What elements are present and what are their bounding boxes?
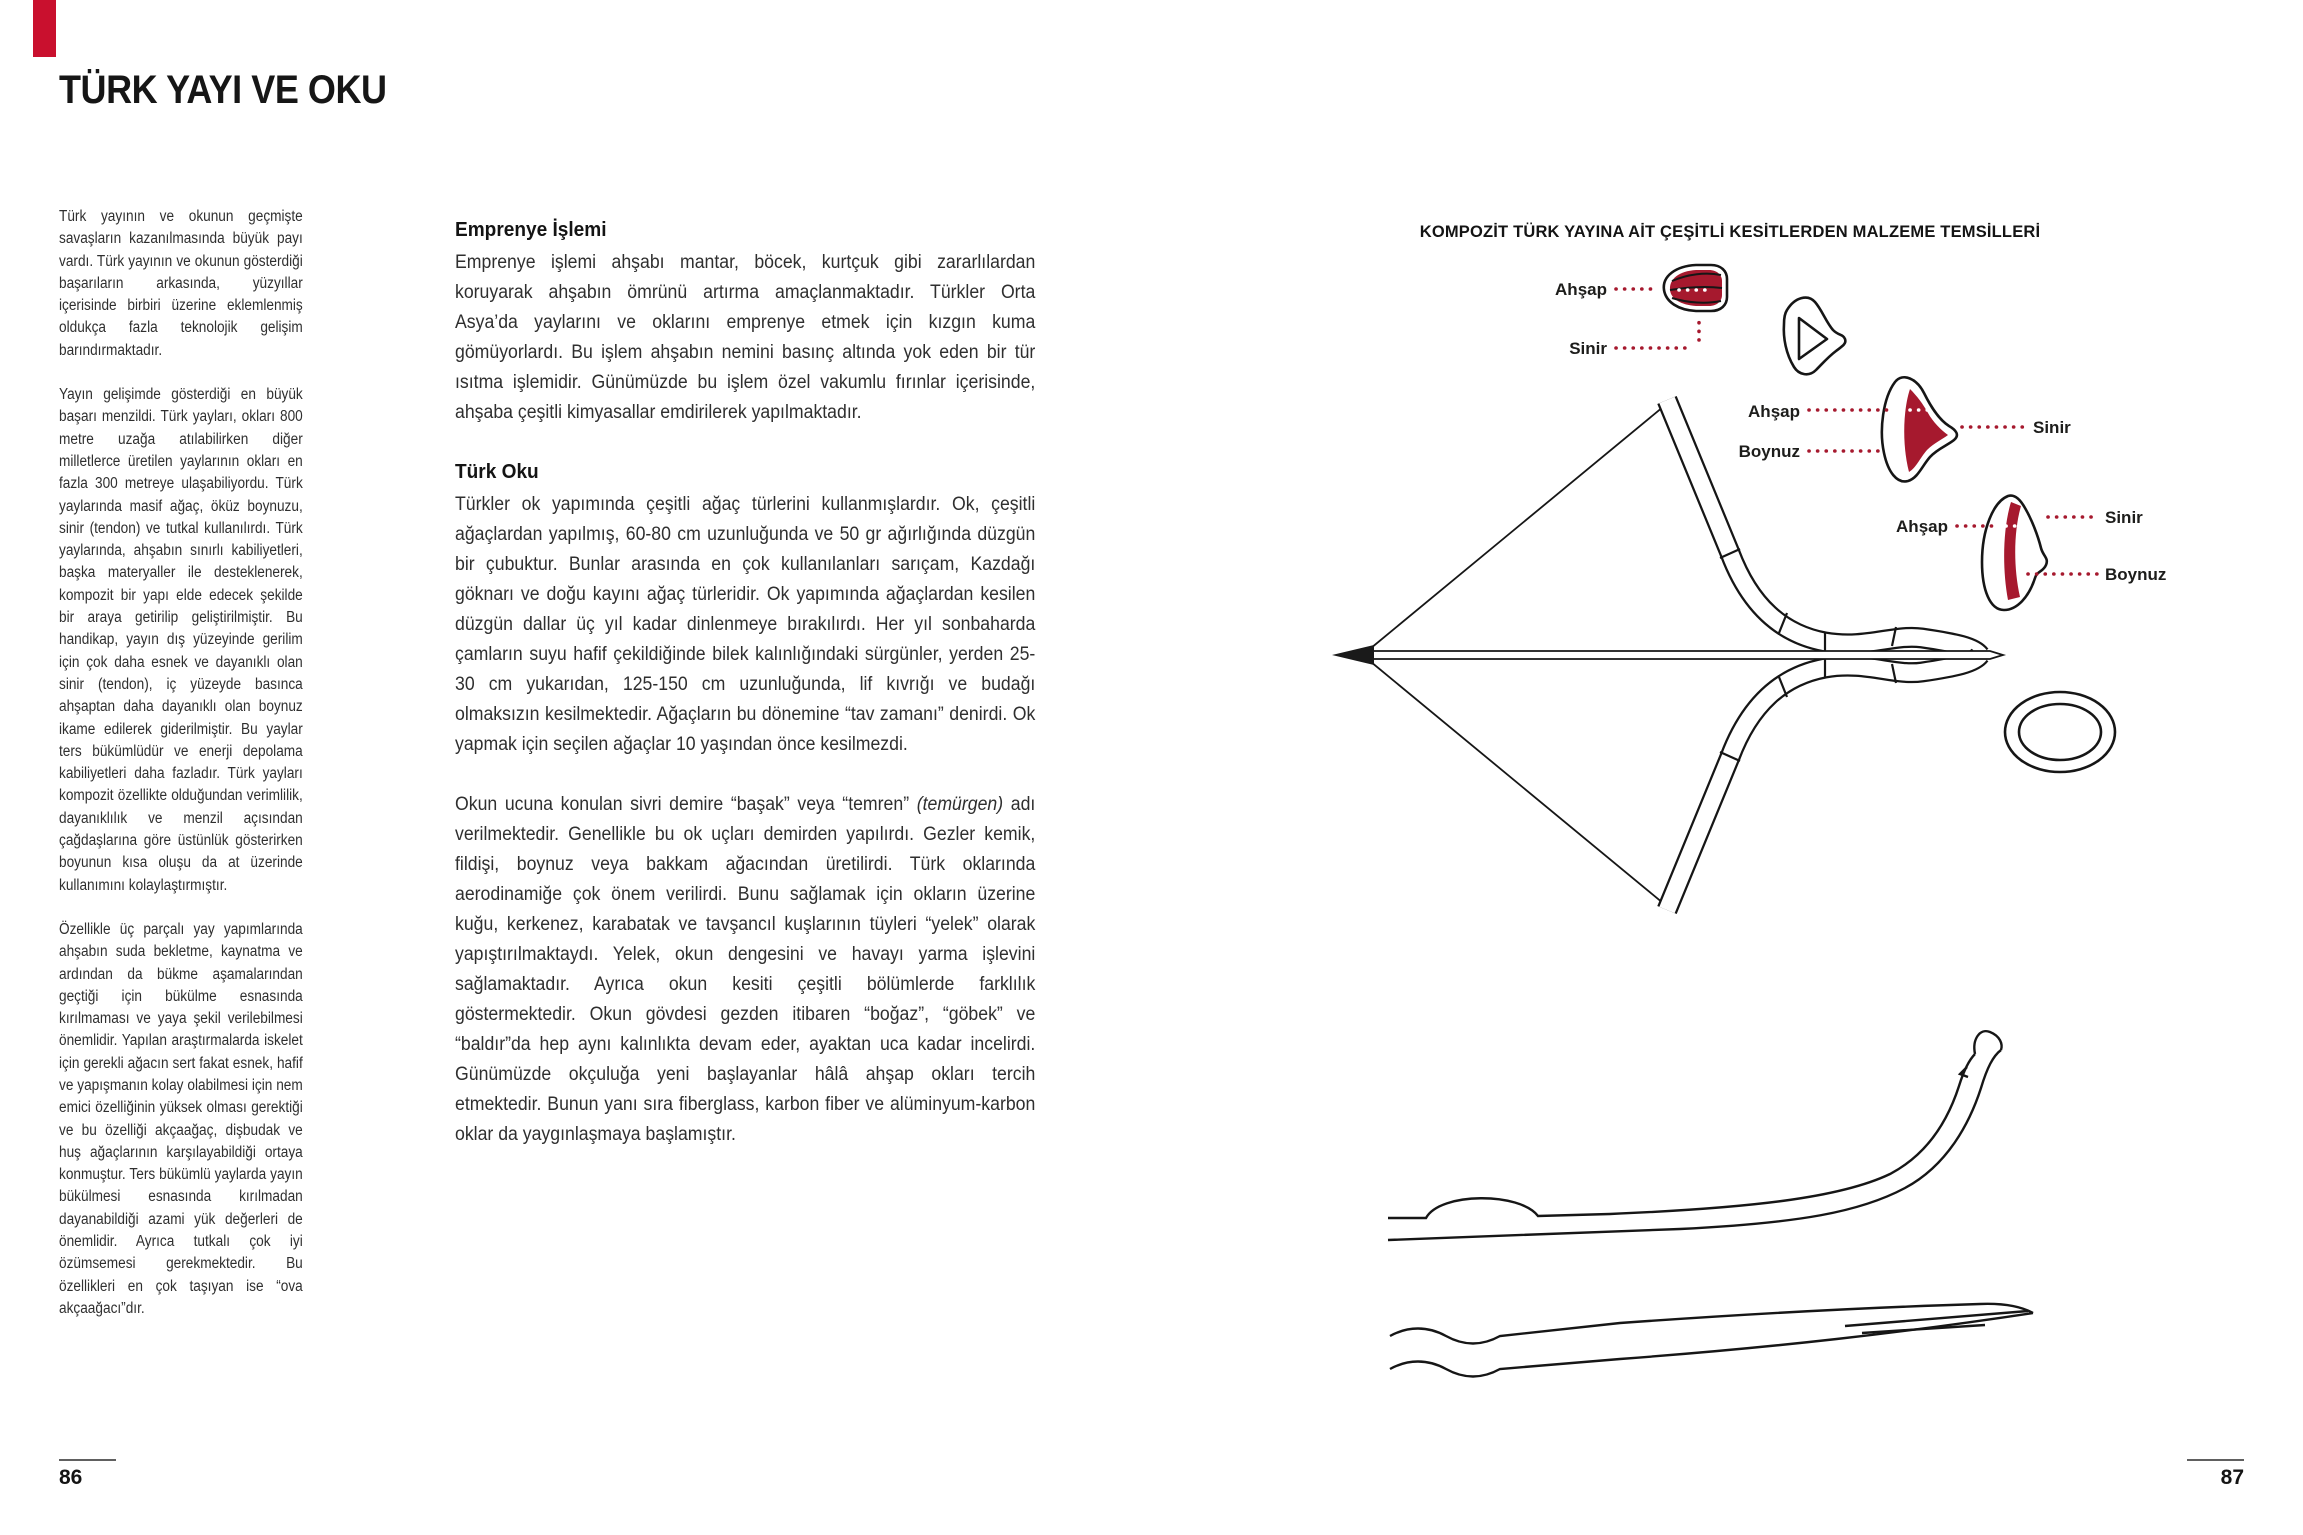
paragraph: Türkler ok yapımında çeşitli ağaç türlerini kullanmışlardır. Ok, çeşitli ağaçlardan yapılmış, 60-80 cm uzunluğunda ve 50 gr ağırlığında düzgün bir çubuktur. Bunlar arasında en çok kullanılanları sarıçam, Kazdağı göknarı ve doğu kayını ağaç türleridir. Ok yapımında ağaçlardan kesilen düzgün dallar üç yıl kadar dinlenmeye bırakılırdı. Her yıl sonbaharda çamların suyu hafif çekildiğinde bilek kalınlığındaki sürgünler, yerden 25-30 cm yukarıdan, 125-150 cm uzunluğunda, lif kıvrığı ve budağı olmaksızın kesilmektedir. Ağaçların bu dönemine “tav zamanı” denirdi. Ok yapmak için seçilen ağaçlar 10 yaşından önce kesilmezdi. xyxy=(455,494,1036,755)
bow-string-upper xyxy=(1365,402,1669,653)
arrowhead xyxy=(1332,645,1374,665)
diagram-title: KOMPOZİT TÜRK YAYINA AİT ÇEŞİTLİ KESİTLERDEN MALZEME TEMSİLLERİ xyxy=(1419,222,2041,241)
unstrung-limb-drawing xyxy=(1388,1031,2002,1240)
footer-rule-left xyxy=(59,1459,116,1461)
text-run: adı verilmektedir. Genellikle bu ok uçları demirden yapılırdı. Gezler kemik, fildişi, boynuz veya bakkam ağacından üretilirdi. Türk oklarında aerodinamiğe çok önem verilirdi. Bunu sağlamak için okların üzerine kuğu, kerkenez, karabatak ve tavşancıl kuşlarının tüyleri “yelek” olarak yapıştırılmaktaydı. Yelek, okun dengesini ve havayı yarma işlevini sağlamaktadır. Ayrıca okun kesiti çeşitli bölümlerde farklılık göstermektedir. Okun gövdesi gezden itibaren “boğaz”, “göbek” ve “baldır”da hep aynı kalınlıkta devam eder, ayaktan uca kadar incelirdi. Günümüzde okçuluğa yeni başlayanlar hâlâ ahşap okları tercih etmektedir. Bunun yanı sıra fiberglass, karbon fiber ve alüminyum-karbon oklar da yaygınlaşmaya başlamıştır. xyxy=(455,794,1036,1145)
label-boynuz: Boynuz xyxy=(2105,565,2167,584)
section-heading-emprenye: Emprenye İşlemi xyxy=(455,218,607,241)
cross-section-limb xyxy=(1739,377,2072,481)
paragraph: Özellikle üç parçalı yay yapımlarında ahşabın suda bekletme, kaynatma ve ardından da bükme aşamalarından geçtiği için bükülme esnasında kırılmaması ve yaya şekil verilebilmesi önemlidir. Yapılan araştırmalarda iskelet için gerekli ağacın sert fakat esnek, hafif ve yapışmanın kolay olabilmesi için nem emici özelliğinin yüksek olması gerektiği ve bu özelliği akçaağaç, dişbudak ve huş ağaçlarının karşılayabildiği ortaya konmuştur. Ters bükümlü yaylarda yayın bükülmesi esnasında kırılmadan dayanabildiği azami yük değerleri de önemlidir. Ayrıca tutkalı çok iyi özümsemesi gerekmektedir. Bu özellikleri en çok taşıyan ise “ova akçaağacı”dır. xyxy=(59,920,303,1317)
cross-section-ring xyxy=(2005,692,2115,772)
paragraph: Emprenye işlemi ahşabı mantar, böcek, kurtçuk gibi zararlılardan koruyarak ahşabın ömrünü artırma amaçlanmaktadır. Türkler Orta Asya’da yaylarını ve oklarını emprenye etmek için kızgın kuma gömüyorlardı. Bu işlem ahşabın nemini basınç altında yok eden bir tür ısıtma işlemidir. Günümüzde bu işlem özel vakumlu fırınlar içerisinde, ahşaba çeşitli kimyasallar emdirilerek yapılmaktadır. xyxy=(455,252,1036,423)
paragraph xyxy=(455,790,1035,1150)
label-ahsap: Ahşap xyxy=(1555,280,1607,299)
arrow-shaft xyxy=(1372,651,2003,659)
label-sinir: Sinir xyxy=(2105,508,2143,527)
limb-core-drawing xyxy=(1390,1304,2033,1377)
label-ahsap: Ahşap xyxy=(1748,402,1800,421)
text-run: Okun ucuna konulan sivri demire “başak” veya “temren” xyxy=(455,794,917,815)
bow-string-lower xyxy=(1365,657,1669,908)
limb-tip xyxy=(1974,1031,2001,1054)
text-column-2 xyxy=(455,216,1035,1180)
cross-section-grip xyxy=(1555,265,1727,358)
label-sinir: Sinir xyxy=(1569,339,1607,358)
layer-line xyxy=(1845,1311,2028,1333)
bow-diagram xyxy=(1280,250,2303,1420)
footer-rule-right xyxy=(2187,1459,2244,1461)
page-title: TÜRK YAYI VE OKU xyxy=(59,68,387,112)
page-number-left: 86 xyxy=(59,1466,83,1489)
bow-limb-lower xyxy=(1667,655,1980,910)
page-number-right: 87 xyxy=(2220,1466,2244,1489)
label-ahsap: Ahşap xyxy=(1896,517,1948,536)
label-boynuz: Boynuz xyxy=(1738,442,1800,461)
cross-section-outline xyxy=(1784,298,1846,375)
cross-section-tip xyxy=(1896,496,2166,610)
paragraph: Türk yayının ve okunun geçmişte savaşların kazanılmasında büyük payı vardı. Türk yayının ve okunun gösterdiği başarıların arkasında, yüzyıllar içerisinde birbiri üzerine eklemlenmiş oldukça fazla teknolojik gelişim barındırmaktadır. xyxy=(59,208,303,359)
text-column-1 xyxy=(59,206,303,1342)
chapter-tab-marker xyxy=(33,0,56,57)
text-run-italic: (temürgen) xyxy=(916,794,1004,815)
paragraph: Yayın gelişimde gösterdiği en büyük başarı menzildi. Türk yayları, okları 800 metre uzağa atılabilirken diğer milletlerce üretilen yaylarının okları en fazla 300 metreye ulaşabiliyordu. Türk yaylarında masif ağaç, öküz boynuzu, sinir (tendon) ve tutkal kullanılırdı. Türk yaylarında, ahşabın sınırlı kabiliyetleri, başka materyaller ile desteklenerek, kompozit bir yapı elde edecek şekilde bir araya getirilip geliştirilmiştir. Bu handikap, yayın dış yüzeyinde gerilim için çok daha esnek ve dayanıklı olan sinir (tendon), iç yüzeyde basınca ahşaptan daha dayanıklı olan boynuz ikame edilerek giderilmiştir. Bu yaylar ters bükümlüdür ve enerji depolama kabiliyetleri daha fazladır. Türk yayları kompozit özellikte olduğundan verimlilik, dayanıklılık ve menzil açısından çağdaşlarına göre üstünlük gösterirken boyunun kısa oluşu da at üzerinde kullanımını kolaylaştırmıştır. xyxy=(59,386,303,894)
section-heading-turk-oku: Türk Oku xyxy=(455,460,539,483)
label-sinir: Sinir xyxy=(2033,418,2071,437)
